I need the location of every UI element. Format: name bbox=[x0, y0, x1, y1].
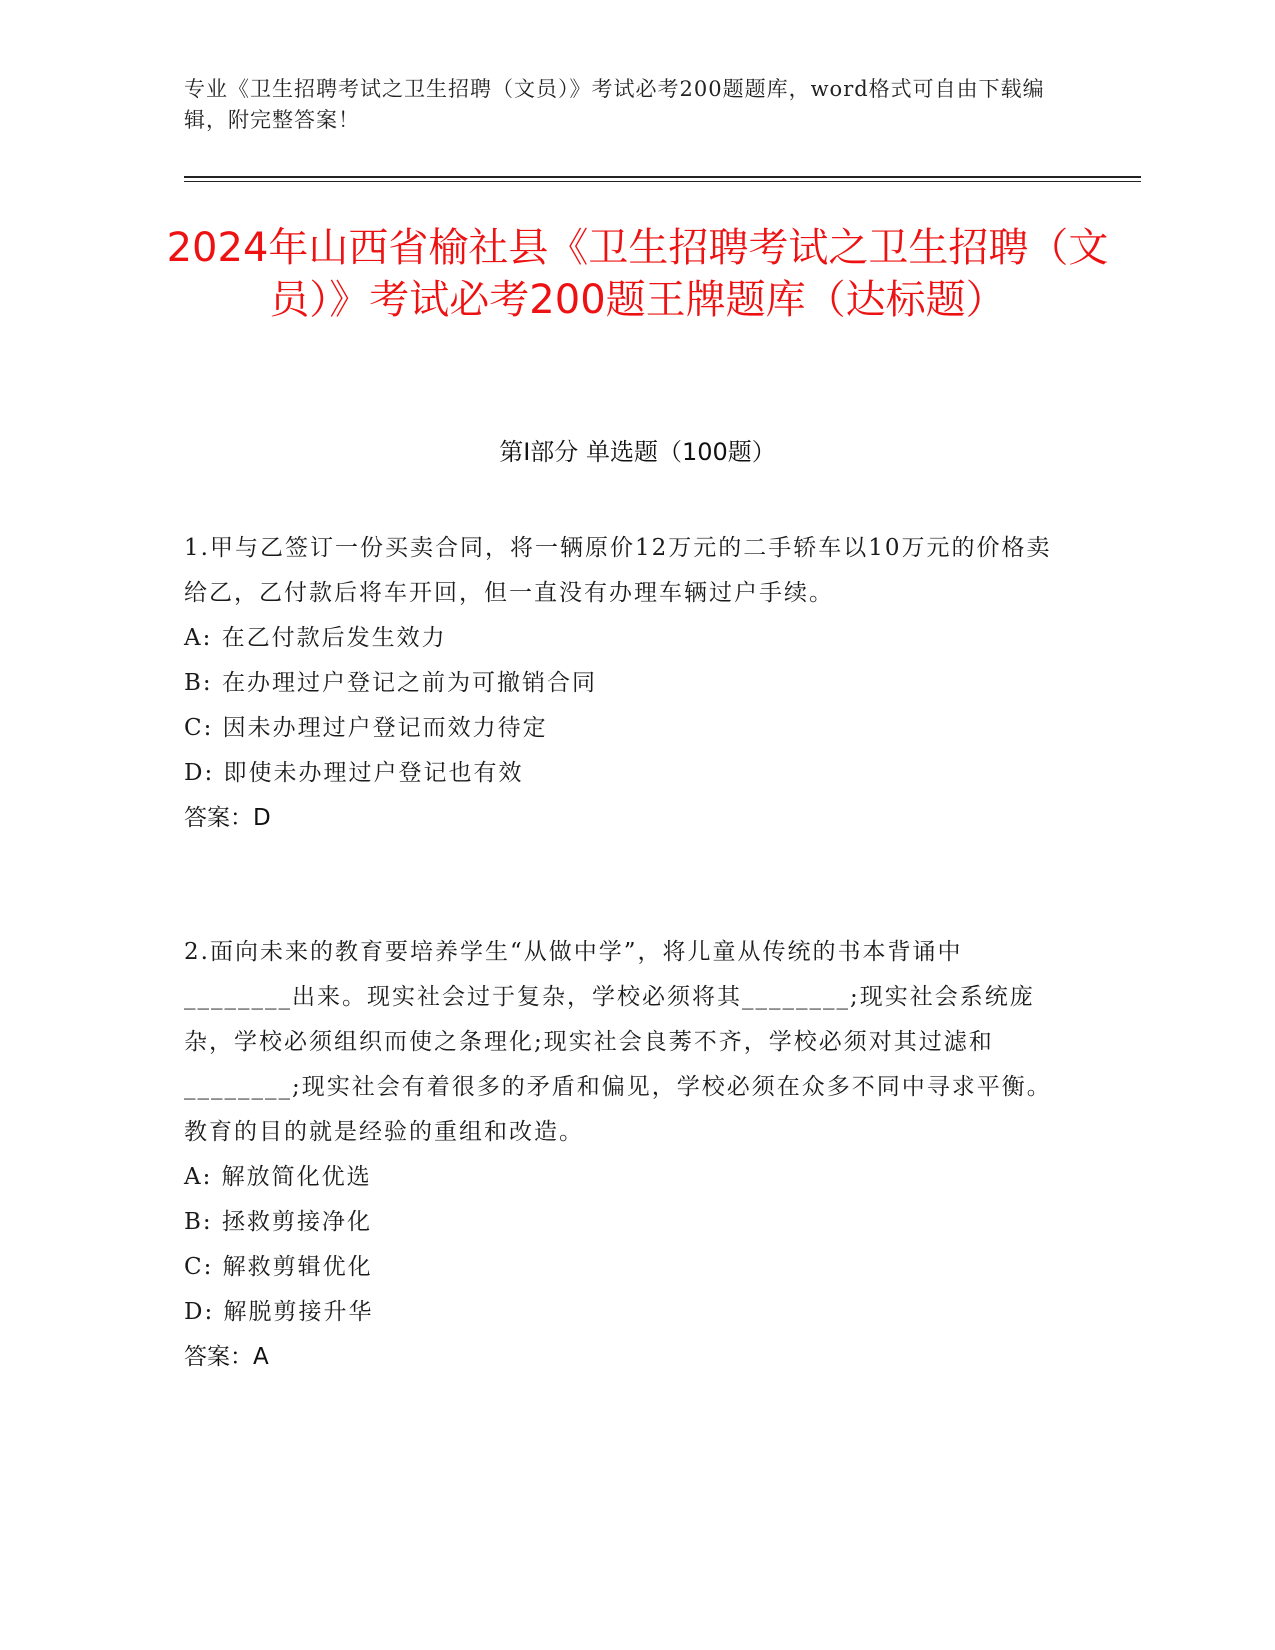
option-c: C: 解救剪辑优化 bbox=[184, 1254, 373, 1280]
header-divider-thick bbox=[184, 176, 1141, 178]
question-stem: 2.面向未来的教育要培养学生“从做中学”，将儿童从传统的书本背诵中________出来。现实社会过于复杂，学校必须将其________;现实社会系统庞杂，学校必须组织而使之条理化;现实社会良莠不齐，学校必须对其过滤和________;现实社会有着很多的矛盾和偏见，学校必须在众多不同中寻求平衡。教育的目的就是经验的重组和改造。 bbox=[184, 939, 1052, 1145]
question-item bbox=[184, 526, 1064, 841]
answer-line: 答案：A bbox=[184, 1344, 269, 1370]
option-a: A: 解放简化优选 bbox=[184, 1164, 372, 1190]
option-b: B: 在办理过户登记之前为可撤销合同 bbox=[184, 670, 597, 696]
question-stem: 1.甲与乙签订一份买卖合同，将一辆原价12万元的二手轿车以10万元的价格卖给乙，乙付款后将车开回，但一直没有办理车辆过户手续。 bbox=[184, 535, 1052, 606]
option-a: A: 在乙付款后发生效力 bbox=[184, 625, 447, 651]
answer-line: 答案：D bbox=[184, 805, 271, 831]
question-item bbox=[184, 930, 1064, 1380]
header-divider-thin bbox=[184, 181, 1141, 182]
option-c: C: 因未办理过户登记而效力待定 bbox=[184, 715, 548, 741]
option-d: D: 即使未办理过户登记也有效 bbox=[184, 760, 524, 786]
option-b: B: 拯救剪接净化 bbox=[184, 1209, 372, 1235]
section-title: 第I部分 单选题（100题） bbox=[499, 438, 776, 466]
option-d: D: 解脱剪接升华 bbox=[184, 1299, 374, 1325]
header-note: 专业《卫生招聘考试之卫生招聘（文员）》考试必考200题题库，word格式可自由下载编辑，附完整答案！ bbox=[184, 77, 1045, 132]
page-title: 2024年山西省榆社县《卫生招聘考试之卫生招聘（文员）》考试必考200题王牌题库（达标题） bbox=[166, 225, 1109, 323]
